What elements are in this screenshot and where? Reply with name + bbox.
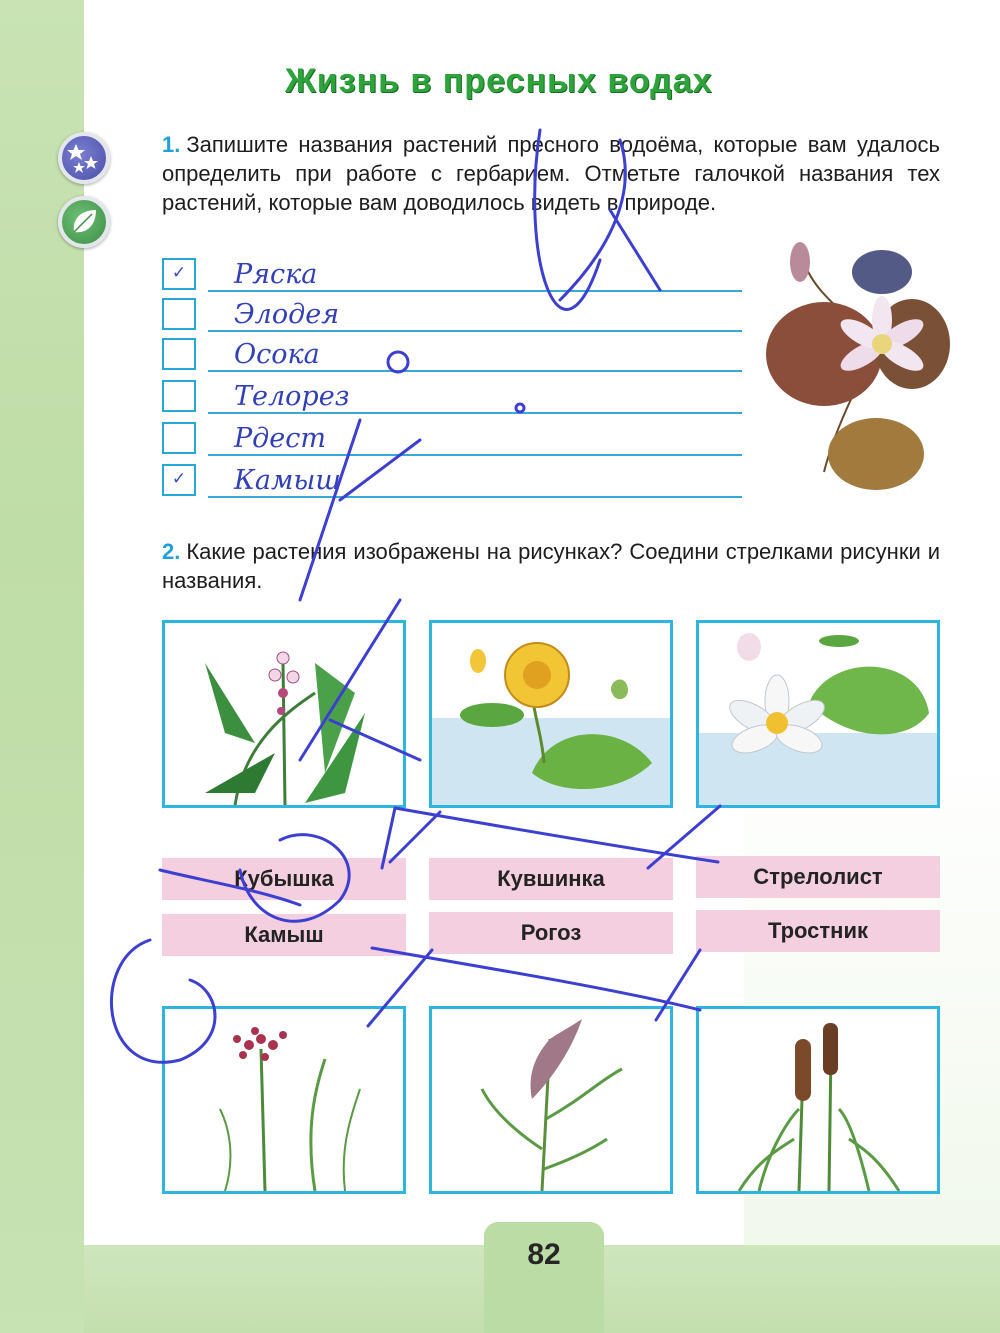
page-title: Жизнь в пресных водах [285, 62, 713, 100]
checkbox-2[interactable] [162, 298, 196, 330]
handwritten-answer-1: Ряска [234, 259, 318, 290]
name-label-rogoz[interactable]: Рогоз [429, 912, 673, 954]
answer-row-4 [162, 378, 742, 418]
checkbox-4[interactable] [162, 380, 196, 412]
answer-line [208, 496, 742, 498]
answer-row-1 [162, 256, 742, 296]
herbarium-water-lily-image [764, 232, 952, 500]
answer-row-3 [162, 336, 742, 376]
name-label-trostnik[interactable]: Тростник [696, 910, 940, 952]
task-1-text: Запишите названия растений пресного водоёма, которые вам удалось определить при работе с гербарием. Отметьте галочкой названия тех растений, которые вам доводилось видеть в природе. [162, 132, 940, 215]
answer-line [208, 454, 742, 456]
handwritten-answer-6: Камыш [234, 465, 341, 496]
answer-line [208, 370, 742, 372]
picture-arrowhead[interactable] [162, 620, 406, 808]
leaf-icon [58, 196, 110, 248]
answer-row-6 [162, 462, 742, 502]
picture-cattail[interactable] [696, 1006, 940, 1194]
checkbox-6[interactable]: ✓ [162, 464, 196, 496]
answer-row-5 [162, 420, 742, 460]
picture-flowering-rush[interactable] [162, 1006, 406, 1194]
name-label-kuvshinka[interactable]: Кувшинка [429, 858, 673, 900]
picture-yellow-water-lily[interactable] [429, 620, 673, 808]
handwritten-answer-4: Телорез [234, 381, 350, 412]
picture-white-water-lily[interactable] [696, 620, 940, 808]
handwritten-answer-2: Элодея [234, 299, 340, 330]
answer-row-2 [162, 296, 742, 336]
name-label-kamysh[interactable]: Камыш [162, 914, 406, 956]
task-1 [162, 130, 940, 217]
answer-line [208, 412, 742, 414]
handwritten-answer-5: Рдест [234, 423, 326, 454]
task-1-number: 1. [162, 132, 181, 157]
handwritten-answer-3: Осока [234, 339, 320, 370]
answer-line [208, 290, 742, 292]
task-2 [162, 537, 940, 595]
task-2-number: 2. [162, 539, 181, 564]
checkbox-5[interactable] [162, 422, 196, 454]
picture-reed[interactable] [429, 1006, 673, 1194]
checkbox-1[interactable]: ✓ [162, 258, 196, 290]
checkbox-3[interactable] [162, 338, 196, 370]
task-2-text: Какие растения изображены на рисунках? Соедини стрелками рисунки и названия. [162, 539, 940, 593]
page-number: 82 [527, 1238, 561, 1271]
answer-line [208, 330, 742, 332]
stars-icon [58, 132, 110, 184]
name-label-strelolist[interactable]: Стрелолист [696, 856, 940, 898]
name-label-kubyshka[interactable]: Кубышка [162, 858, 406, 900]
